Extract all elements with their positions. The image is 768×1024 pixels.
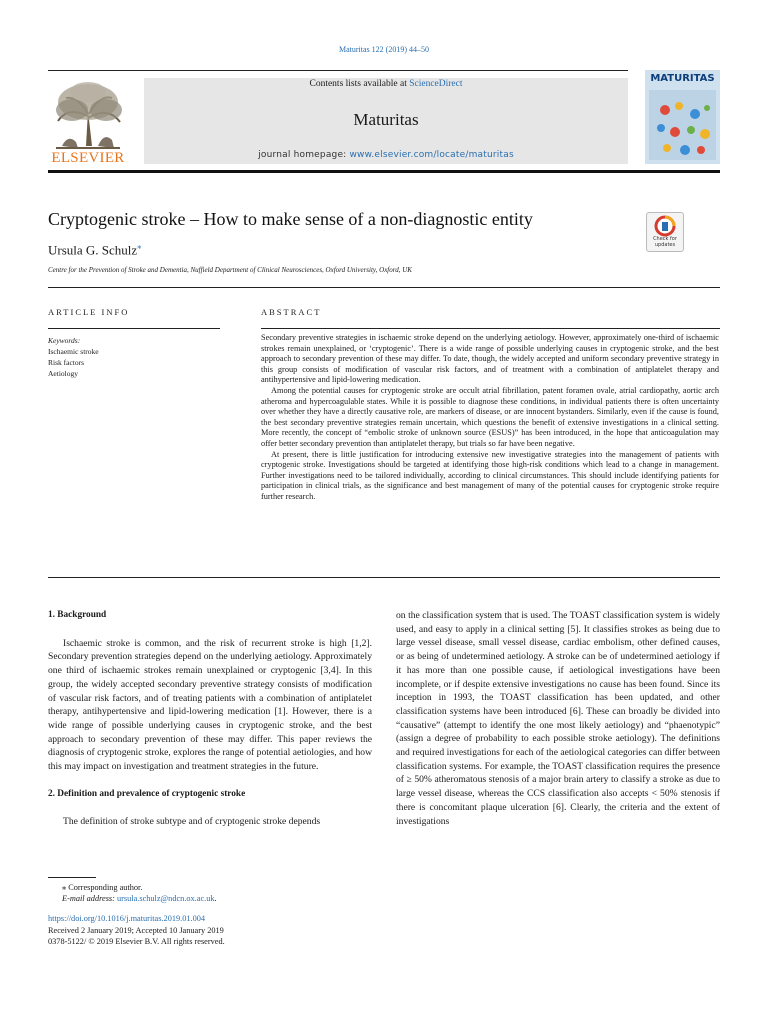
abstract-paragraph: Among the potential causes for cryptogenic stroke are occult atrial fibrillation, patent foramen ovale, atrial cardiopathy, aortic arch atheroma and hypercoagulable states. While it is possible to diagnose these conditions, in individual patients there is often uncertainty over whether they have a directly causative role, are markers of disease, or are innocent bystanders. Similarly, even if the cause is found, the best secondary preventive strategies remain uncertain, which questions the benefit of extensive investigations in a clinical setting. More recently, the concept of “embolic stroke of unknown source (ESUS)” has been introduced, in the hope that anticoagulation may offer better secondary prevention than antiplatelet therapy, but trials so far have been negative. — [261, 385, 719, 448]
affiliation: Centre for the Prevention of Stroke and Dementia, Nuffield Department of Clinical Neurosciences, Oxford University, Oxford, UK — [48, 266, 412, 274]
article-info-rule — [48, 328, 220, 329]
cover-artwork — [645, 70, 720, 164]
email-end: . — [214, 894, 217, 903]
journal-name: Maturitas — [353, 110, 419, 129]
abstract-paragraph: At present, there is little justification for introducing extensive new investigative strategies into the management of patients with cryptogenic stroke. Investigations should be targeted at identifying those high-risk conditions which lead to a change in management. Further investigations need to be tailored individually, according to clinical circumstances. This should include identifying patients for participation in clinical trials, as the significance and best management of many of the potential causes for cryptogenic stroke require further research. — [261, 449, 719, 501]
journal-reference[interactable]: Maturitas 122 (2019) 44–50 — [339, 45, 429, 54]
corresponding-author-note: Corresponding author. — [68, 883, 143, 892]
homepage-link[interactable]: www.elsevier.com/locate/maturitas — [349, 150, 514, 160]
sciencedirect-link[interactable]: ScienceDirect — [409, 79, 463, 89]
corresponding-mark[interactable]: ⁎ — [137, 242, 142, 251]
body-right-column — [396, 609, 720, 828]
article-info-heading: ARTICLE INFO — [48, 307, 130, 317]
journal-cover-thumbnail[interactable] — [645, 70, 720, 164]
check-updates-icon — [647, 213, 683, 237]
abstract-bottom-rule — [48, 577, 720, 578]
keywords-block — [48, 335, 99, 379]
section-1-heading: 1. Background — [48, 610, 107, 620]
check-for-updates-badge[interactable] — [646, 212, 684, 252]
section-2-heading: 2. Definition and prevalence of cryptogenic stroke — [48, 788, 246, 799]
publisher-wordmark: ELSEVIER — [51, 150, 125, 166]
info-top-rule — [48, 287, 720, 288]
abstract-rule — [261, 328, 720, 329]
abstract-paragraph: Secondary preventive strategies in ischaemic stroke depend on the underlying aetiology. However, approximately one-third of ischaemic strokes remain unexplained, or ‘cryptogenic’. There is a wide range of possible underlying causes in cryptogenic stroke, and the best approach to secondary prevention of these may differ. To date, though, the widely accepted and uniform secondary preventive strategy in this group consists of modification of vascular risk factors, and of treatment with a combination of antiplatelet therapy and antihypertensive and lipid-lowering medication. — [261, 333, 719, 385]
footnote — [48, 882, 217, 904]
keyword-item: Ischaemic stroke — [48, 347, 99, 356]
author-name[interactable]: Ursula G. Schulz — [48, 242, 138, 258]
footnote-mark: ⁎ — [62, 883, 67, 892]
homepage-line — [144, 150, 628, 160]
copyright-line: 0378-5122/ © 2019 Elsevier B.V. All rights reserved. — [48, 937, 225, 946]
author-line — [48, 242, 141, 258]
email-label: E-mail address: — [62, 894, 117, 903]
homepage-label: journal homepage: — [258, 150, 350, 160]
body-paragraph: The definition of stroke subtype and of cryptogenic stroke depends — [63, 816, 321, 828]
abstract-heading: ABSTRACT — [261, 307, 322, 317]
email-link[interactable]: ursula.schulz@ndcn.ox.ac.uk — [117, 894, 215, 903]
doi-link[interactable]: https://doi.org/10.1016/j.maturitas.2019.01.004 — [48, 914, 206, 923]
abstract-text — [261, 333, 719, 503]
cover-title: MATURITAS — [650, 73, 715, 84]
contents-prefix: Contents lists available at — [309, 79, 410, 89]
keyword-item: Aetiology — [48, 369, 78, 378]
body-paragraph: Ischaemic stroke is common, and the risk of recurrent stroke is high [1,2]. Secondary prevention strategies depend on the underlying aetiology. Approximately one third of ischaemic strokes remain unexplained or cryptogenic [3,4]. In this group, the widely accepted secondary preventive strategy consists of modification of vascular risk factors, and of treating patients with a combination of antiplatelet therapy, antihypertensive and lipid-lowering medication [1]. However, there is a wide range of possible underlying causes in cryptogenic stroke, and the best approach to secondary prevention of these may differ. This paper reviews the diagnosis of cryptogenic stroke, explores the range of potential aetiologies, and how this may impact on investigation and treatment strategies in the future. — [48, 637, 372, 773]
received-dates: Received 2 January 2019; Accepted 10 January 2019 — [48, 925, 224, 935]
header-bottom-rule — [48, 170, 720, 173]
footnote-rule — [48, 877, 96, 878]
check-updates-label: Check for updates — [653, 236, 677, 248]
keyword-item: Risk factors — [48, 358, 85, 367]
body-paragraph: on the classification system that is used. The TOAST classification system is widely used, and easy to apply in a clinical setting [5]. It classifies strokes as being due to large vessel disease, small vessel disease, cardiac embolism, other defined causes, or as being of undetermined aetiology. A stroke can be of undetermined aetiology if it has more than one possible cause, if aetiological investigations have been incomplete, or if despite extensive investigations no cause has been found. Since its inception in 1993, the TOAST classification has been updated, and other classification systems have been introduced [6]. These can broadly be divided into “causative” (attempt to identify the one most likely aetiology) and “phaenotypic” (assign a degree of probability to each possible stroke aetiology). The definitions and required investigations for each of the aetiological categories can differ between classification systems. For example, the TOAST classification requires the presence of ≥ 50% atheromatous stenosis of a major brain artery to classify a stroke as due to large vessel disease, whereas the CCS classification also accepts < 50% stenosis if there is concomitant plaque ulceration [6]. Clearly, the criteria and the extent of investigations — [396, 610, 721, 827]
keywords-label: Keywords: — [48, 336, 81, 345]
article-title: Cryptogenic stroke – How to make sense of a non-diagnostic entity — [48, 209, 533, 229]
contents-line — [144, 79, 628, 89]
doi-block — [48, 913, 225, 948]
body-left-column — [48, 609, 372, 829]
header-top-rule — [48, 70, 628, 71]
